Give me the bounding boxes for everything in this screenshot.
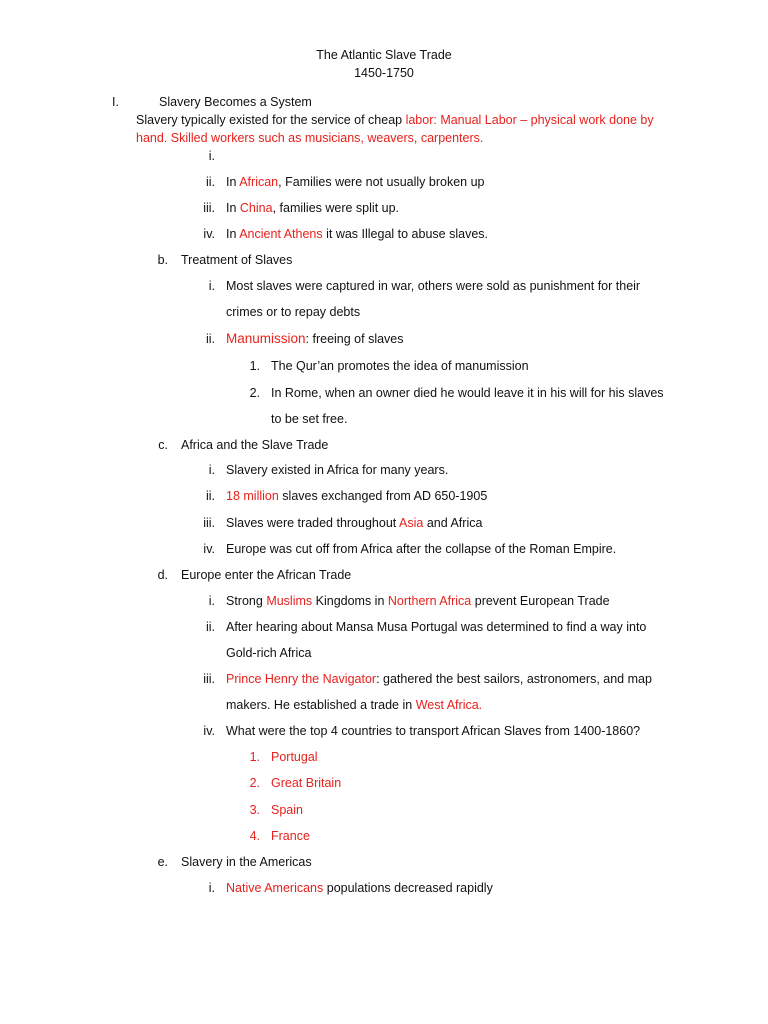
highlight-northern-africa: Northern Africa	[387, 594, 472, 608]
highlight-prince-henry: Prince Henry the Navigator	[226, 672, 377, 686]
highlight-18-million: 18 million	[226, 489, 279, 503]
list-marker: ii.	[205, 489, 215, 503]
list-marker: i.	[208, 881, 215, 895]
country-item: Spain	[271, 803, 303, 817]
list-item: In Ancient Athens it was Illegal to abuse slaves.	[226, 227, 488, 241]
subsection-marker: b.	[157, 253, 168, 267]
list-item-continuation: Gold-rich Africa	[226, 646, 312, 660]
list-item: Manumission: freeing of slaves	[226, 331, 404, 346]
list-marker: ii.	[205, 620, 215, 634]
list-marker: iv.	[203, 542, 215, 556]
document-dates: 1450-1750	[354, 66, 414, 80]
document-title: The Atlantic Slave Trade	[316, 48, 452, 62]
highlight-asia: Asia	[399, 516, 424, 530]
list-marker: i.	[208, 149, 215, 163]
list-marker: ii.	[205, 332, 215, 346]
intro-line-2: hand. Skilled workers such as musicians, weavers, carpenters.	[136, 131, 484, 145]
numbered-item: In Rome, when an owner died he would leave it in his will for his slaves	[271, 386, 664, 400]
subsection-heading: Africa and the Slave Trade	[181, 438, 329, 452]
list-item: What were the top 4 countries to transport African Slaves from 1400-1860?	[226, 724, 641, 738]
numbered-marker: 2.	[249, 776, 260, 790]
list-item: In African, Families were not usually broken up	[226, 175, 485, 189]
numbered-item: The Qur’an promotes the idea of manumission	[271, 359, 529, 373]
list-marker: iii.	[203, 201, 215, 215]
highlight-muslims: Muslims	[266, 594, 313, 608]
list-item: In China, families were split up.	[226, 201, 400, 215]
highlight-native-americans: Native Americans	[226, 881, 324, 895]
list-marker: iv.	[203, 227, 215, 241]
highlight-african: African	[239, 175, 279, 189]
list-item: Europe was cut off from Africa after the collapse of the Roman Empire.	[226, 542, 617, 556]
list-item: 18 million slaves exchanged from AD 650-1905	[226, 489, 488, 503]
list-marker: iv.	[203, 724, 215, 738]
list-item: Strong Muslims Kingdoms in Northern Africa prevent European Trade	[226, 594, 610, 608]
numbered-marker: 4.	[249, 829, 260, 843]
intro-line-1	[136, 112, 654, 128]
list-item: Native Americans populations decreased rapidly	[226, 881, 493, 895]
list-marker: iii.	[203, 672, 215, 686]
intro-labor-definition: labor: Manual Labor – physical work done by	[405, 113, 654, 127]
list-marker: i.	[208, 594, 215, 608]
subsection-heading: Europe enter the African Trade	[181, 568, 352, 582]
list-item: After hearing about Mansa Musa Portugal was determined to find a way into	[226, 620, 647, 634]
list-item: Prince Henry the Navigator: gathered the best sailors, astronomers, and map	[226, 672, 652, 686]
list-marker: i.	[208, 463, 215, 477]
highlight-manumission: Manumission	[226, 331, 306, 346]
numbered-marker: 1.	[249, 359, 260, 373]
list-item: Slaves were traded throughout Asia and Africa	[226, 516, 483, 530]
list-item: Slavery existed in Africa for many years.	[226, 463, 449, 477]
section-heading: Slavery Becomes a System	[159, 95, 312, 109]
intro-text: Slavery typically existed for the service of cheap	[136, 113, 406, 127]
list-marker: ii.	[205, 175, 215, 189]
country-item: France	[271, 829, 310, 843]
subsection-heading: Slavery in the Americas	[181, 855, 312, 869]
list-marker: iii.	[203, 516, 215, 530]
section-marker: I.	[112, 95, 119, 109]
list-marker: i.	[208, 279, 215, 293]
highlight-ancient-athens: Ancient Athens	[239, 227, 323, 241]
list-item-continuation: makers. He established a trade in West Africa.	[226, 698, 483, 712]
highlight-china: China	[239, 201, 273, 215]
numbered-marker: 1.	[249, 750, 260, 764]
numbered-marker: 3.	[249, 803, 260, 817]
subsection-heading: Treatment of Slaves	[181, 253, 293, 267]
country-item: Great Britain	[271, 776, 342, 790]
list-item-continuation: crimes or to repay debts	[226, 305, 361, 319]
numbered-marker: 2.	[249, 386, 260, 400]
country-item: Portugal	[271, 750, 318, 764]
subsection-marker: e.	[157, 855, 168, 869]
subsection-marker: c.	[158, 438, 168, 452]
subsection-marker: d.	[157, 568, 168, 582]
highlight-west-africa: West Africa.	[415, 698, 483, 712]
list-item: Most slaves were captured in war, others were sold as punishment for their	[226, 279, 641, 293]
numbered-item-continuation: to be set free.	[271, 412, 348, 426]
